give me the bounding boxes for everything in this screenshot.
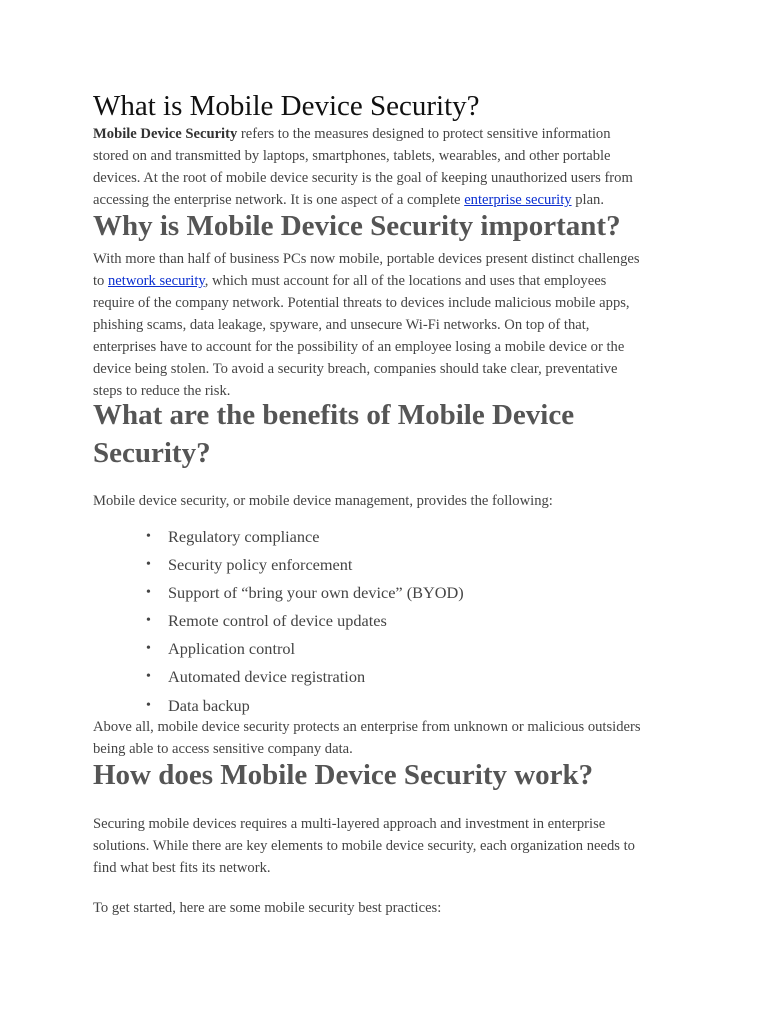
list-item xyxy=(93,523,464,551)
enterprise-security-link[interactable]: enterprise security xyxy=(464,192,572,208)
list-item-text: Security policy enforcement xyxy=(168,555,353,575)
why-line-1: With more than half of business PCs now mobile, portable devices present distinct challenges xyxy=(93,251,640,267)
list-item-text: Automated device registration xyxy=(168,667,366,687)
bullet-icon: • xyxy=(146,585,151,601)
above-all-paragraph xyxy=(93,716,683,760)
why-line-2-end: , which must account for all of the locations and uses that employees xyxy=(204,273,607,289)
benefits-list xyxy=(93,523,464,720)
list-item xyxy=(93,663,464,691)
list-item xyxy=(93,579,464,607)
why-paragraph xyxy=(93,248,683,402)
above-all-line-1: Above all, mobile device security protects an enterprise from unknown or malicious outsiders xyxy=(93,719,641,735)
intro-paragraph xyxy=(93,123,683,211)
list-item-text: Data backup xyxy=(168,695,250,715)
bullet-icon: • xyxy=(146,669,151,685)
bullet-icon: • xyxy=(146,697,151,713)
bullet-icon: • xyxy=(146,613,151,629)
heading-why-important: Why is Mobile Device Security important? xyxy=(93,210,621,242)
intro-line-1 xyxy=(93,123,683,145)
bullet-icon: • xyxy=(146,557,151,573)
heading-how-it-works: How does Mobile Device Security work? xyxy=(93,759,594,791)
page-title: What is Mobile Device Security? xyxy=(93,90,480,122)
how-line-3: find what best fits its network. xyxy=(93,860,271,876)
intro-line-2: stored on and transmitted by laptops, smartphones, tablets, wearables, and other portable xyxy=(93,148,611,164)
intro-line-1-text: refers to the measures designed to protect sensitive information xyxy=(237,126,611,142)
how-line-2: solutions. While there are key elements to mobile device security, each organization needs to xyxy=(93,838,635,854)
benefits-intro-text: Mobile device security, or mobile device management, provides the following: xyxy=(93,493,553,509)
why-line-4: phishing scams, data leakage, spyware, and unsecure Wi-Fi networks. On top of that, xyxy=(93,317,590,333)
benefits-intro xyxy=(93,490,683,512)
why-line-2 xyxy=(93,270,683,292)
list-item-text: Regulatory compliance xyxy=(168,527,320,546)
heading-benefits-line-2: Security? xyxy=(93,437,211,469)
list-item-text: Application control xyxy=(168,639,296,659)
why-line-5: enterprises have to account for the possibility of an employee losing a mobile device or the xyxy=(93,339,625,355)
above-all-line-2: being able to access sensitive company data. xyxy=(93,741,353,757)
intro-line-4-text: accessing the enterprise network. It is one aspect of a complete xyxy=(93,192,465,208)
intro-line-3: devices. At the root of mobile device security is the goal of keeping unauthorized users from xyxy=(93,170,633,186)
bullet-icon: • xyxy=(146,529,151,544)
network-security-link[interactable]: network security xyxy=(108,273,205,289)
heading-benefits xyxy=(93,396,693,472)
intro-line-4-end: plan. xyxy=(571,192,605,208)
why-line-6: device being stolen. To avoid a security breach, companies should take clear, preventative xyxy=(93,361,618,377)
how-line-1: Securing mobile devices requires a multi-layered approach and investment in enterprise xyxy=(93,816,606,832)
list-item xyxy=(93,635,464,663)
bullet-icon: • xyxy=(146,641,151,657)
how-paragraph xyxy=(93,813,683,879)
why-line-3: require of the company network. Potential threats to devices include malicious mobile apps, xyxy=(93,295,630,311)
why-line-7: steps to reduce the risk. xyxy=(93,383,231,399)
list-item xyxy=(93,607,464,635)
get-started-paragraph xyxy=(93,897,683,919)
list-item-text: Remote control of device updates xyxy=(168,611,387,631)
list-item-text: Support of “bring your own device” (BYOD) xyxy=(168,583,464,603)
list-item xyxy=(93,551,464,579)
intro-bold-lead: Mobile Device Security xyxy=(93,126,238,142)
why-line-2-text: to xyxy=(93,273,108,289)
heading-benefits-line-1: What are the benefits of Mobile Device xyxy=(93,399,575,431)
get-started-text: To get started, here are some mobile security best practices: xyxy=(93,900,442,916)
